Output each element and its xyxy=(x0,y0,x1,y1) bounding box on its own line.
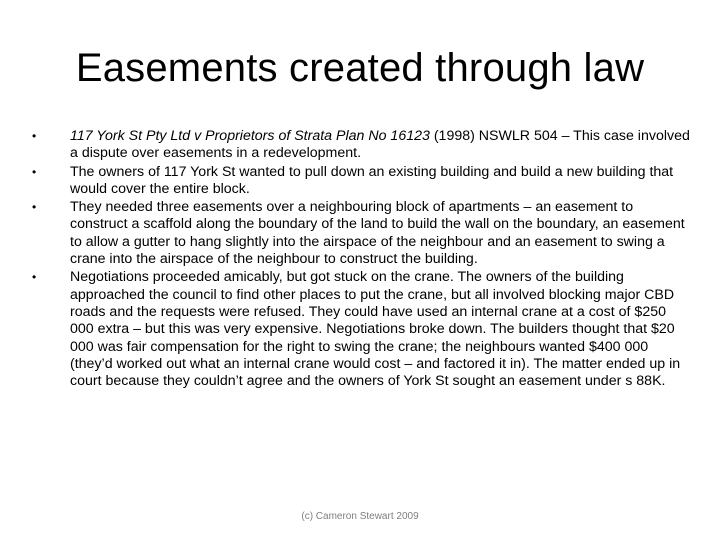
bullet-marker: • xyxy=(32,270,37,285)
bullet-item xyxy=(32,269,692,390)
case-citation: 117 York St Pty Ltd v Proprietors of Strata Plan No 16123 xyxy=(70,128,430,144)
slide-title: Easements created through law xyxy=(75,46,645,90)
bullet-marker: • xyxy=(32,164,37,179)
slide-footer: (c) Cameron Stewart 2009 xyxy=(301,511,419,522)
bullet-marker: • xyxy=(32,129,37,143)
bullet-text: (1998) NSWLR 504 – This case involved a dispute over easements in a redevelopment. xyxy=(70,128,690,162)
bullet-marker: • xyxy=(32,200,37,215)
bullet-text: The owners of 117 York St wanted to pull down an existing building and build a new building that would cover the entire block. xyxy=(70,163,674,197)
bullet-text: They needed three easements over a neighbouring block of apartments – an easement to construct a scaffold along the boundary of the land to build the wall on the boundary, an easement to allow a gutter to hang slightly into the airspace of the neighbour and an easement to swing a crane into the airspace of the neighbour to construct the building. xyxy=(70,199,685,268)
bullet-list xyxy=(32,128,692,390)
bullet-item xyxy=(32,199,692,268)
bullet-text: Negotiations proceeded amicably, but got stuck on the crane. The owners of the building approached the council to find other places to put the crane, but all involved blocking major CBD roads and the requests were refused. They could have used an internal crane at a cost of $250 000 extra – but this was very expensive. Negotiations broke down. The builders thought that $20 000 was fair compensation for the right to swing the crane; the neighbours wanted $400 000 (they’d worked out what an internal crane would cost – and factored it in). The matter ended up in court because they couldn’t agree and the owners of York St sought an easement under s 88K. xyxy=(70,269,681,390)
bullet-item xyxy=(32,128,692,163)
bullet-item xyxy=(32,164,692,199)
